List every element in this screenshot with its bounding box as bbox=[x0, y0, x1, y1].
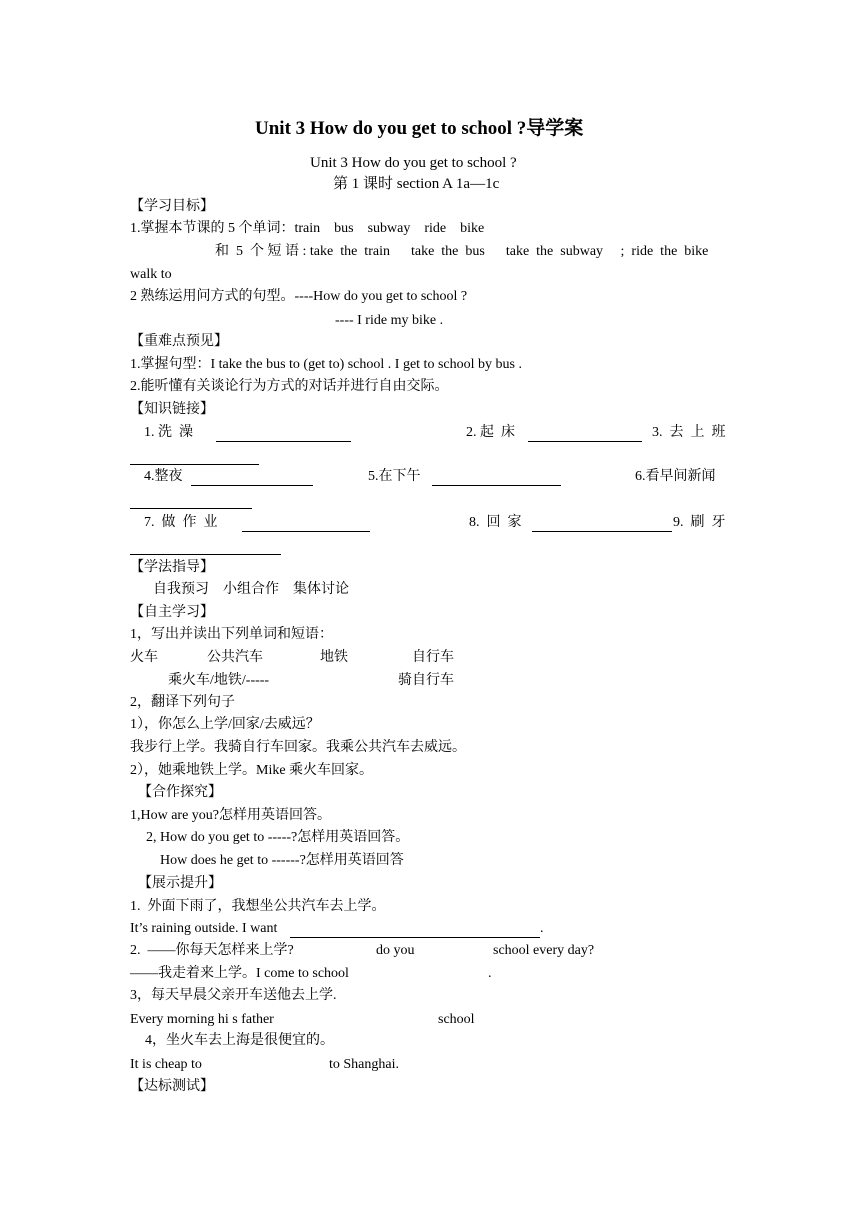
coop-line-2: 2, How do you get to -----?怎样用英语回答。 bbox=[146, 830, 410, 845]
knowledge-item-6: 6.看早间新闻 bbox=[635, 469, 716, 484]
goals-line-3: walk to bbox=[130, 267, 172, 282]
subtitle-lesson: 第 1 课时 section A 1a—1c bbox=[333, 176, 500, 192]
show-line-2a: It’s raining outside. I want bbox=[130, 921, 278, 936]
knowledge-blank-5[interactable] bbox=[432, 484, 561, 486]
knowledge-item-4: 4.整夜 bbox=[144, 469, 183, 484]
goals-line-1: 1.掌握本节课的 5 个单词：train bus subway ride bike bbox=[130, 221, 485, 236]
show-line-3b: do you bbox=[376, 943, 415, 958]
self-word-5: 乘火车/地铁/----- bbox=[168, 673, 270, 688]
self-line-3: 1），你怎么上学/回家/去威远？ bbox=[130, 717, 320, 732]
show-line-1: 1. 外面下雨了，我想坐公共汽车去上学。 bbox=[130, 899, 386, 914]
method-line-1: 自我预习 小组合作 集体讨论 bbox=[153, 582, 349, 597]
show-line-6a: Every morning hi s father bbox=[130, 1012, 274, 1027]
self-line-4: 我步行上学。我骑自行车回家。我乘公共汽车去威远。 bbox=[130, 740, 466, 755]
knowledge-item-9: 9. 刷 牙 bbox=[673, 515, 726, 530]
show-blank-1[interactable] bbox=[290, 936, 540, 938]
self-word-3: 地铁 bbox=[320, 650, 348, 665]
self-word-6: 骑自行车 bbox=[398, 673, 454, 688]
show-line-2b: . bbox=[540, 921, 544, 936]
section-header-show: 【展示提升】 bbox=[138, 876, 222, 891]
knowledge-item-2: 2. 起 床 bbox=[466, 425, 515, 440]
knowledge-item-8: 8. 回 家 bbox=[469, 515, 522, 530]
page-title: Unit 3 How do you get to school ?导学案 bbox=[255, 118, 584, 139]
section-header-coop: 【合作探究】 bbox=[138, 785, 222, 800]
section-header-method: 【学法指导】 bbox=[130, 560, 214, 575]
knowledge-blank-1[interactable] bbox=[216, 440, 351, 442]
knowledge-blank-7[interactable] bbox=[242, 530, 370, 532]
show-line-6b: school bbox=[438, 1012, 475, 1027]
coop-line-3: How does he get to ------?怎样用英语回答 bbox=[160, 853, 404, 868]
knowledge-blank-3[interactable] bbox=[130, 463, 259, 465]
knowledge-blank-9[interactable] bbox=[130, 553, 281, 555]
show-line-8b: to Shanghai. bbox=[329, 1057, 399, 1072]
goals-line-5: ---- I ride my bike . bbox=[335, 313, 444, 328]
coop-line-1: 1,How are you?怎样用英语回答。 bbox=[130, 808, 332, 823]
section-header-self: 【自主学习】 bbox=[130, 605, 214, 620]
section-header-goals: 【学习目标】 bbox=[130, 199, 214, 214]
section-header-knowledge: 【知识链接】 bbox=[130, 402, 214, 417]
self-line-2: 2，翻译下列句子 bbox=[130, 695, 235, 710]
show-line-5: 3，每天早晨父亲开车送他去上学. bbox=[130, 988, 337, 1003]
self-word-2: 公共汽车 bbox=[207, 650, 263, 665]
knowledge-item-1: 1. 洗 澡 bbox=[144, 425, 193, 440]
show-line-4a: ——我走着来上学。I come to school bbox=[130, 966, 349, 981]
goals-line-4: 2 熟练运用问方式的句型。----How do you get to school ? bbox=[130, 289, 468, 304]
knowledge-blank-8[interactable] bbox=[532, 530, 672, 532]
knowledge-item-5: 5.在下午 bbox=[368, 469, 421, 484]
self-word-1: 火车 bbox=[130, 650, 158, 665]
show-line-3a: 2. ——你每天怎样来上学? bbox=[130, 943, 294, 958]
subtitle-unit: Unit 3 How do you get to school ? bbox=[310, 155, 517, 171]
goals-line-2: 和 5 个 短 语 : take the train take the bus take the subway ; ride the bike bbox=[215, 244, 709, 259]
self-word-4: 自行车 bbox=[412, 650, 454, 665]
knowledge-blank-2[interactable] bbox=[528, 440, 642, 442]
show-line-3c: school every day? bbox=[493, 943, 595, 958]
knowledge-blank-4[interactable] bbox=[191, 484, 313, 486]
show-line-7: 4，坐火车去上海是很便宜的。 bbox=[145, 1033, 334, 1048]
knowledge-item-7: 7. 做 作 业 bbox=[144, 515, 218, 530]
section-header-preview: 【重难点预见】 bbox=[130, 334, 228, 349]
self-line-5: 2），她乘地铁上学。Mike 乘火车回家。 bbox=[130, 763, 374, 778]
knowledge-item-3: 3. 去 上 班 bbox=[652, 425, 726, 440]
self-line-1: 1，写出并读出下列单词和短语： bbox=[130, 627, 333, 642]
show-line-4b: . bbox=[488, 966, 492, 981]
knowledge-blank-6[interactable] bbox=[130, 507, 252, 509]
preview-line-1: 1.掌握句型：I take the bus to (get to) school . I get to school by bus . bbox=[130, 357, 522, 372]
section-header-test: 【达标测试】 bbox=[130, 1079, 214, 1094]
show-line-8a: It is cheap to bbox=[130, 1057, 202, 1072]
preview-line-2: 2.能听懂有关谈论行为方式的对话并进行自由交际。 bbox=[130, 379, 449, 394]
